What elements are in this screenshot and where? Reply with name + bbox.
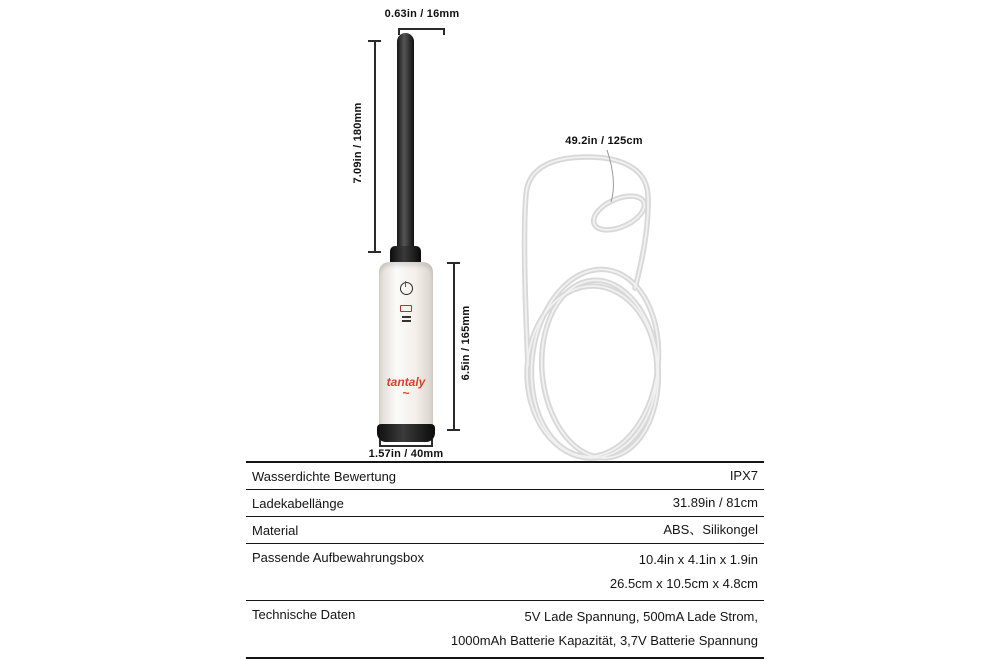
device-base [377, 424, 435, 442]
mode-indicator-icon [400, 305, 412, 312]
dim-tick [443, 28, 445, 35]
tube-coil-illustration [495, 150, 765, 470]
dim-body-length-label: 6.5in / 165mm [460, 305, 472, 381]
brand-logo: tantaly [386, 375, 426, 389]
dim-tip-width-line [398, 28, 445, 30]
table-row [246, 601, 764, 659]
spec-label: Ladekabellänge [252, 496, 344, 511]
spec-value: IPX7 [729, 468, 758, 483]
dim-tick [447, 429, 460, 431]
dim-tick [368, 40, 381, 42]
table-row [246, 490, 764, 517]
table-row [246, 517, 764, 544]
spec-value: 26.5cm x 10.5cm x 4.8cm [609, 576, 758, 591]
spec-label: Passende Aufbewahrungsbox [252, 550, 425, 565]
dim-body-width-label: 1.57in / 40mm [368, 448, 444, 460]
table-row [246, 544, 764, 601]
spec-label: Technische Daten [252, 607, 356, 622]
spec-value: 31.89in / 81cm [672, 495, 758, 510]
device-control-panel [379, 282, 433, 318]
dim-wand-length-label: 7.09in / 180mm [352, 102, 364, 184]
spec-value: 10.4in x 4.1in x 1.9in [638, 552, 758, 567]
spec-table [246, 461, 764, 659]
power-icon [400, 282, 413, 295]
brand-wave-mark: ~ [402, 386, 410, 400]
spec-label: Material [252, 523, 299, 538]
dim-tick [368, 251, 381, 253]
dim-tube-length-label: 49.2in / 125cm [565, 135, 643, 147]
dim-wand-length-line [374, 40, 376, 252]
spec-value: ABS、Silikongel [663, 522, 758, 537]
table-row [246, 463, 764, 490]
dim-tip-width-label: 0.63in / 16mm [384, 8, 460, 20]
dim-tick [447, 262, 460, 264]
device-wand [397, 33, 414, 254]
spec-label: Wasserdichte Bewertung [252, 469, 397, 484]
spec-value: 5V Lade Spannung, 500mA Lade Strom, [524, 609, 758, 624]
mode-level-icon [402, 316, 411, 318]
dim-body-length-line [453, 262, 455, 430]
dim-body-width-line [379, 445, 433, 447]
device-body [379, 262, 433, 427]
spec-value: 1000mAh Batterie Kapazität, 3,7V Batterie Spannung [450, 633, 758, 648]
